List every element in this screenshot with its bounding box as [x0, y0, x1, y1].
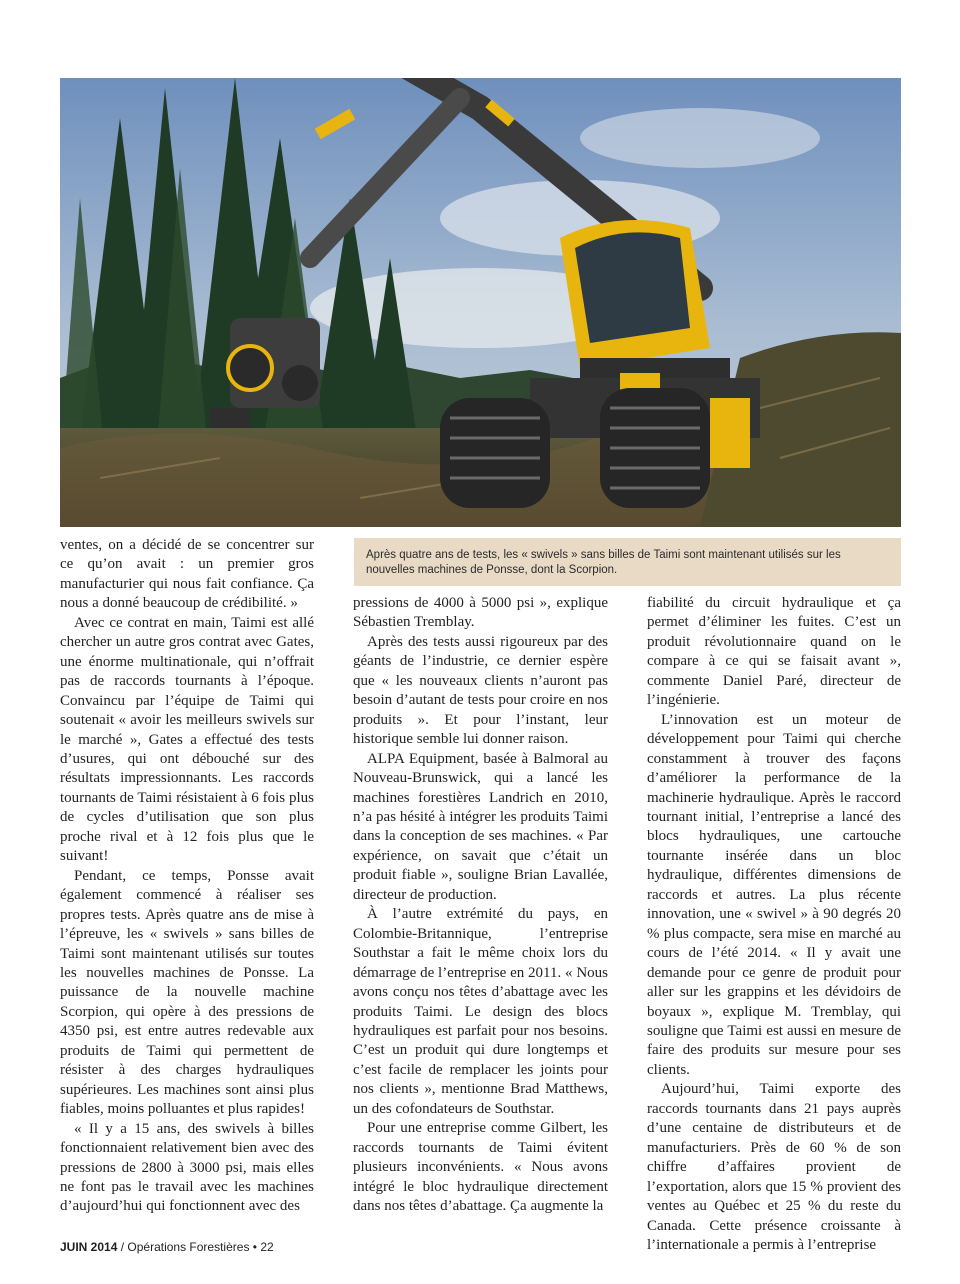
paragraph: L’innovation est un moteur de développement pour Taimi qui cherche constamment à trouver des façons d’améliorer la performance de la machinerie hydraulique. Après le raccord tournant initial, l’entreprise a lancé des blocs hydrauliques, une cartouche tournante insérée dans un bloc hydraulique, différentes dimensions de raccords et autres. La plus récente innovation, une « swivel » à 90 degrés 20 % plus compacte, sera mise en marché au cours de l’été 2014. « Il y avait une demande pour ce genre de produit pour aller sur les grappins et les dévidoirs de boyaux », explique M. Tremblay, qui souligne que Taimi est aussi en mesure de faire des produits sur mesure pour ses clients. [647, 711, 901, 1078]
paragraph: fiabilité du circuit hydraulique et ça permet d’éliminer les fuites. C’est un produit révolutionnaire quand on le compare à ce qui se faisait avant », commente Daniel Paré, directeur de l’ingénierie. [647, 595, 901, 709]
paragraph: Pendant, ce temps, Ponsse avait également commencé à réaliser ses propres tests. Après quatre ans de mise à l’épreuve, les « swivels » sans billes de Taimi sont maintenant utilisés sur toutes les nouvelles machines de Ponsse. La puissance de la nouvelle machine Scorpion, qui opère à des pressions de 4350 psi, est entre autres redevable aux produits de Taimi qui permettent de résister à des charges hydrauliques supérieures. Les machines sont ainsi plus fiables, moins polluantes et plus rapides! [60, 867, 314, 1118]
paragraph: Aujourd’hui, Taimi exporte des raccords tournants dans 21 pays auprès d’une centaine de distributeurs et de manufacturiers. Près de 60 % de son chiffre d’affaires provient de l’exportation, alors que 15 % provient des ventes au Québec et 25 % du reste du Canada. Cette présence croissante à l’internationale a permis à l’entreprise [647, 1081, 901, 1253]
paragraph: Avec ce contrat en main, Taimi est allé chercher un autre gros contrat avec Gates, une énorme multinationale, qui n’offrait pas de raccords tournants à l’époque. Convaincu par l’équipe de Taimi qui soutenait « avoir les meilleurs swivels sur le marché », Gates a effectué des tests d’usures, qui ont débouché sur des résultats impressionnants. Les raccords tournants de Taimi résistaient à 6 fois plus de cycles d’utilisation que son plus proche rival et à 12 fois plus que le suivant! [60, 614, 314, 865]
page-number: 22 [260, 1240, 274, 1254]
paragraph: ventes, on a décidé de se concentrer sur ce qu’on avait : un premier gros manufacturier qui nous fait confiance. Ça nous a donné beaucoup de crédibilité. » [60, 537, 314, 612]
photo-caption: Après quatre ans de tests, les « swivels » sans billes de Taimi sont maintenant utilisés sur les nouvelles machines de Ponsse, dont la Scorpion. [354, 538, 901, 586]
forestry-harvester-photo [60, 78, 901, 527]
article-column-1 [60, 536, 314, 1217]
paragraph: « Il y a 15 ans, des swivels à billes fonctionnaient relativement bien avec des pressions de 2800 à 3000 psi, mais elles ne font pas le travail avec les machines d’aujourd’hui qui fonctionnent avec des [60, 1120, 314, 1215]
page-footer [60, 1240, 274, 1254]
paragraph: Après des tests aussi rigoureux par des géants de l’industrie, ce dernier espère que « les nouveaux clients n’auront pas besoin d’autant de tests pour croire en nos produits ». Et pour l’instant, leur historique semble lui donner raison. [353, 633, 608, 748]
paragraph: pressions de 4000 à 5000 psi », explique Sébastien Tremblay. [353, 595, 608, 631]
article-column-3 [647, 594, 901, 1255]
issue-date: JUIN 2014 [60, 1240, 118, 1254]
magazine-name: Opérations Forestières [127, 1240, 250, 1254]
article-column-2 [353, 594, 608, 1217]
paragraph: ALPA Equipment, basée à Balmoral au Nouveau-Brunswick, qui a lancé les machines forestières Landrich en 2010, n’a pas hésité à intégrer les produits Taimi dans la conception de ses machines. « Par expérience, on savait que c’était un produit fiable », souligne Brian Lavallée, directeur de production. [353, 750, 608, 903]
paragraph: Pour une entreprise comme Gilbert, les raccords tournants de Taimi évitent plusieurs inconvénients. « Nous avons intégré le bloc hydraulique directement dans nos têtes d’abattage. Ça augmente la [353, 1120, 608, 1215]
paragraph: À l’autre extrémité du pays, en Colombie-Britannique, l’entreprise Southstar a fait le même choix lors du démarrage de l’entreprise en 2011. « Nous avons conçu nos têtes d’abattage avec les produits Taimi. Le design des blocs hydrauliques est parfait pour nos besoins. C’est un produit qui dure longtemps et c’est facile de remplacer les joints pour nos clients », mentionne Brad Matthews, un des cofondateurs de Southstar. [353, 906, 608, 1117]
footer-separator: / [117, 1240, 128, 1254]
footer-bullet: • [249, 1240, 261, 1254]
harvester-illustration [60, 78, 901, 527]
